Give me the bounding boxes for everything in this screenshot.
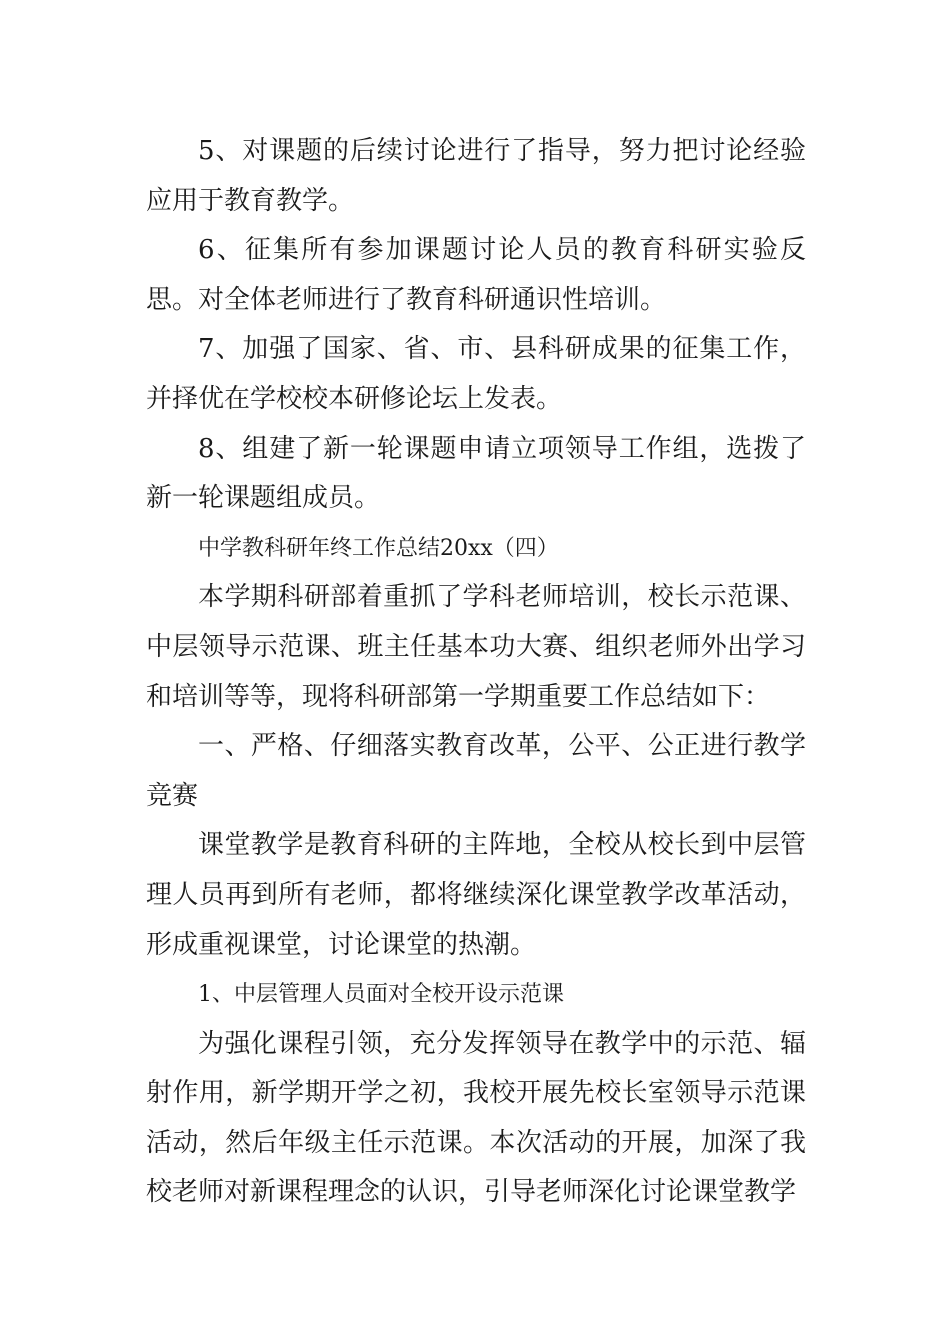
paragraph-item-6: 6、征集所有参加课题讨论人员的教育科研实验反思。对全体老师进行了教育科研通识性培训。 — [146, 235, 806, 315]
subsection-heading-1: 1、中层管理人员面对全校开设示范课 — [198, 982, 564, 1008]
document-body — [146, 127, 806, 1218]
section-title: 中学教科研年终工作总结20xx（四） — [198, 535, 559, 561]
demo-lesson-paragraph: 为强化课程引领，充分发挥领导在教学中的示范、辐射作用，新学期开学之初，我校开展先校长室领导示范课活动，然后年级主任示范课。本次活动的开展，加深了我校老师对新课程理念的认识，引导老师深化讨论课堂教学 — [146, 1028, 806, 1208]
paragraph-item-8: 8、组建了新一轮课题申请立项领导工作组，选拨了新一轮课题组成员。 — [146, 433, 806, 514]
section-heading-1: 一、严格、仔细落实教育改革，公平、公正进行教学竞赛 — [146, 731, 806, 811]
intro-paragraph: 本学期科研部着重抓了学科老师培训，校长示范课、中层领导示范课、班主任基本功大赛、组织老师外出学习和培训等等，现将科研部第一学期重要工作总结如下： — [146, 582, 806, 712]
paragraph-item-5: 5、对课题的后续讨论进行了指导，努力把讨论经验应用于教育教学。 — [146, 136, 806, 216]
paragraph-item-7: 7、加强了国家、省、市、县科研成果的征集工作，并择优在学校校本研修论坛上发表。 — [146, 334, 806, 414]
classroom-paragraph: 课堂教学是教育科研的主阵地，全校从校长到中层管理人员再到所有老师，都将继续深化课堂教学改革活动，形成重视课堂，讨论课堂的热潮。 — [146, 830, 806, 960]
